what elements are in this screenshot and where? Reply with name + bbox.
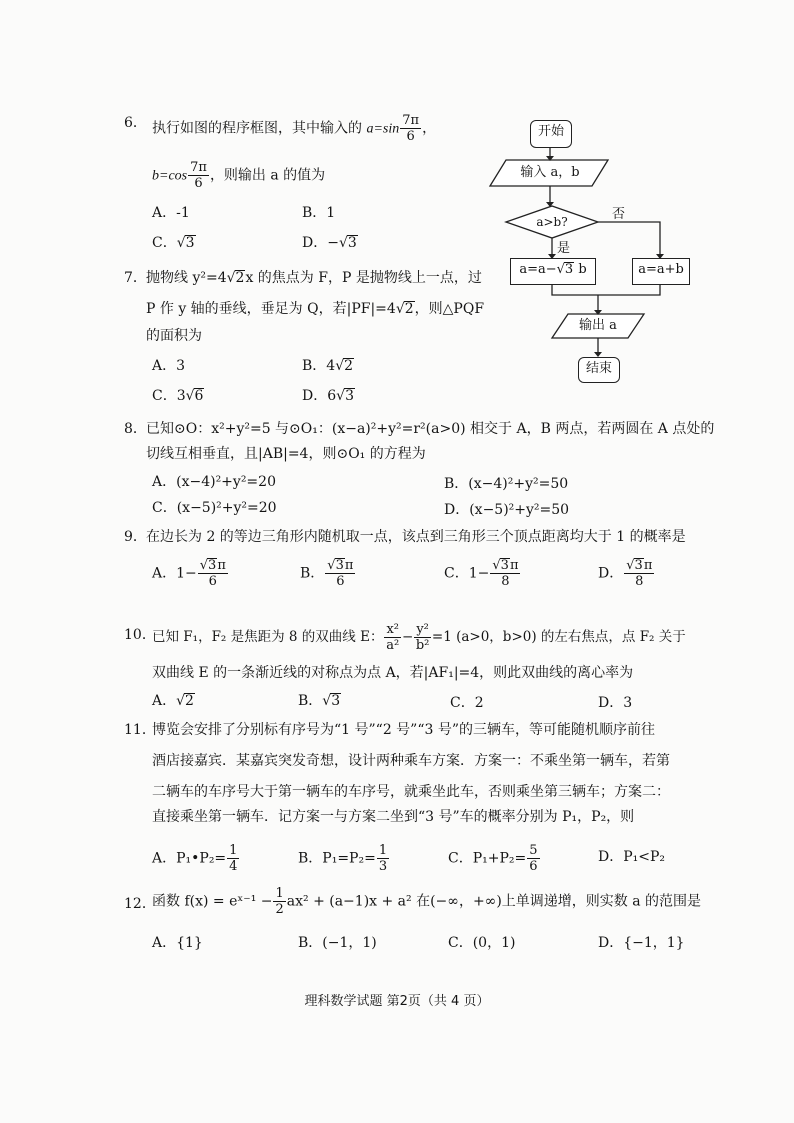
- q6-option-d: D．−√3: [302, 235, 357, 251]
- q10-x-num: x²: [386, 622, 400, 637]
- q7-option-d-label: D．6: [302, 388, 337, 404]
- q9-option-b-rad: 3: [335, 558, 344, 573]
- q12-number: 12．: [124, 896, 156, 912]
- q12-option-d: D．{−1，1}: [598, 935, 685, 951]
- fc-yes-box-a: a=a−: [519, 262, 557, 277]
- q6-option-b: B．1: [302, 205, 336, 221]
- q9-option-b-label: B．: [300, 565, 325, 582]
- q10-option-a-label: A．: [152, 693, 177, 709]
- q7-line2: P 作 y 轴的垂线，垂足为 Q，若|PF|=4√2，则△PQF: [146, 301, 485, 317]
- q10-x-den: a²: [386, 638, 400, 653]
- q11-option-a-num: 1: [229, 843, 238, 858]
- fc-yes-box: [510, 258, 596, 285]
- q11-option-c-den: 6: [529, 859, 538, 874]
- fc-output-label: 输出 a: [579, 318, 617, 333]
- q12-option-b: B．(−1，1): [298, 935, 377, 951]
- q6-line1-text: 执行如图的程序框图，其中输入的: [152, 120, 362, 137]
- q11-option-c-num: 5: [529, 843, 538, 858]
- q9-option-d-den: 8: [635, 574, 644, 589]
- q9-line1: 在边长为 2 的等边三角形内随机取一点，该点到三角形三个顶点距离均大于 1 的概率是: [146, 529, 686, 545]
- fc-start: [530, 120, 572, 148]
- fc-no-label: 否: [612, 207, 626, 222]
- q12-half-num: 1: [275, 886, 284, 901]
- q10-option-c: C．2: [450, 695, 484, 711]
- q7-line2-a: P 作 y 轴的垂线，垂足为 Q，若|PF|=4: [146, 301, 396, 317]
- fc-arrow-no: [598, 222, 660, 258]
- q6-option-c: C．√3: [152, 235, 195, 251]
- q6-comma: ，: [422, 120, 437, 137]
- q7-option-b-rad: 2: [344, 358, 354, 374]
- q6-number: 6．: [124, 115, 147, 131]
- q7-line3: 的面积为: [146, 328, 202, 344]
- q9-option-a-label: A．1−: [152, 565, 197, 582]
- q11-option-a-label: A．P₁•P₂=: [152, 850, 227, 867]
- q6-a-eq: a=sin: [366, 121, 400, 137]
- q6-frac2-den: 6: [194, 176, 203, 191]
- q11-option-b-num: 1: [378, 843, 388, 858]
- q7-line2-b: ，则△PQF: [414, 301, 485, 317]
- q9-option-d-rad: 3: [634, 558, 643, 573]
- q9-option-a-num: √3π: [199, 558, 226, 573]
- q10-option-d: D．3: [598, 695, 633, 711]
- q7-option-b-label: B．4: [302, 358, 336, 374]
- fc-no-box-label: a=a+b: [638, 262, 684, 277]
- fc-yes-box-rad: 3: [564, 262, 574, 277]
- q10-minus: −: [402, 629, 414, 645]
- fc-yes-box-label: a=a−√3 b: [519, 262, 587, 277]
- q9-option-a-pi: π: [217, 558, 226, 573]
- q12-line1-b: ax² + (a−1)x + a² 在(−∞，+∞)上单调递增，则实数 a 的范围是: [286, 893, 702, 910]
- q7-line1-rad: 2: [235, 270, 245, 286]
- q9-option-b-pi: π: [344, 558, 354, 573]
- q11-line2: 酒店接嘉宾．某嘉宾突发奇想，设计两种乘车方案．方案一：不乘坐第一辆车，若第: [152, 753, 670, 769]
- q10-option-b-rad: 3: [331, 693, 341, 709]
- q7-line1-b: x 的焦点为 F，P 是抛物线上一点，过: [245, 270, 482, 286]
- q11-line4: 直接乘坐第一辆车．记方案一与方案二坐到“3 号”车的概率分别为 P₁，P₂，则: [152, 809, 635, 825]
- q8-option-b: B．(x−4)²+y²=50: [444, 476, 569, 492]
- q7-option-c-rad: 6: [194, 388, 204, 404]
- q10-option-b-label: B．: [298, 693, 323, 709]
- q6-option-c-label: C．: [152, 235, 177, 251]
- q7-line1: 抛物线 y²=4√2x 的焦点为 F，P 是抛物线上一点，过: [146, 270, 482, 286]
- q9-option-c-pi: π: [509, 558, 519, 573]
- q9-option-c-num: √3π: [492, 558, 519, 573]
- q9-option-a-den: 6: [208, 574, 217, 589]
- q8-line1: 已知⊙O：x²+y²=5 与⊙O₁：(x−a)²+y²=r²(a>0) 相交于 A，B 两点，若两圆在 A 点处的: [146, 421, 715, 437]
- q7-option-a: A．3: [152, 358, 186, 374]
- q6-option-d-label: D．−: [302, 235, 339, 251]
- fc-end-label: 结束: [585, 361, 612, 376]
- q8-line2: 切线互相垂直，且|AB|=4，则⊙O₁ 的方程为: [146, 446, 426, 462]
- page-footer: 理科数学试题 第2页（共 4 页）: [304, 994, 490, 1009]
- q12-option-c: C．(0，1): [448, 935, 516, 951]
- fc-start-label: 开始: [537, 124, 564, 139]
- q11-number: 11．: [124, 722, 156, 738]
- q7-number: 7．: [124, 270, 147, 286]
- q10-option-a-rad: 2: [185, 693, 194, 709]
- q6-line2-suffix: ，则输出 a 的值为: [209, 167, 326, 184]
- q11-option-d: D．P₁<P₂: [598, 849, 666, 865]
- fc-no-box: [632, 258, 690, 285]
- q10-number: 10．: [124, 627, 156, 643]
- q7-line1-a: 抛物线 y²=4: [146, 270, 227, 286]
- q6-option-a: A．-1: [152, 205, 190, 221]
- q9-option-d-pi: π: [643, 558, 653, 573]
- q10-y-den: b²: [415, 638, 430, 653]
- fc-yes-label: 是: [557, 241, 571, 256]
- q7-option-b: B．4√2: [302, 358, 354, 374]
- q9-option-d-num: √3π: [626, 558, 653, 573]
- q6-frac2-num: 7π: [190, 160, 207, 175]
- q8-option-a: A．(x−4)²+y²=20: [152, 474, 276, 490]
- q8-option-d: D．(x−5)²+y²=50: [444, 502, 570, 518]
- fc-merge: [552, 284, 660, 295]
- q9-option-c-rad: 3: [500, 558, 509, 573]
- q9-option-b-num: √3π: [327, 558, 354, 573]
- q10-line1-a: 已知 F₁，F₂ 是焦距为 8 的双曲线 E：: [152, 629, 384, 645]
- q11-option-b-label: B．P₁=P₂=: [298, 850, 376, 867]
- q11-option-b-den: 3: [378, 859, 388, 874]
- q7-option-d-rad: 3: [345, 388, 354, 404]
- q7-option-c: C．3√6: [152, 388, 204, 404]
- q8-option-c: C．(x−5)²+y²=20: [152, 500, 277, 516]
- q9-option-d-label: D．: [598, 565, 624, 582]
- q10-option-b: B．√3: [298, 693, 341, 709]
- q11-line1: 博览会安排了分别标有序号为“1 号”“2 号”“3 号”的三辆车，等可能随机顺序前往: [152, 722, 656, 738]
- q12-half-den: 2: [275, 902, 284, 917]
- q6-option-c-rad: 3: [185, 235, 195, 251]
- q9-option-c-label: C．1−: [444, 565, 490, 582]
- q6-frac1-num: 7π: [402, 113, 420, 128]
- q9-number: 9．: [124, 529, 147, 545]
- q6-b-eq: b=cos: [152, 168, 188, 184]
- q11-line3: 二辆车的车序号大于第一辆车的车序号，就乘坐此车，否则乘坐第三辆车；方案二：: [152, 784, 670, 800]
- q10-option-a: A．√2: [152, 693, 194, 709]
- q9-option-c-den: 8: [501, 574, 510, 589]
- q7-option-c-label: C．3: [152, 388, 186, 404]
- q10-line2: 双曲线 E 的一条渐近线的对称点为点 A，若|AF₁|=4，则此双曲线的离心率为: [152, 665, 634, 681]
- fc-yes-box-b: b: [574, 262, 587, 277]
- q8-number: 8．: [124, 421, 147, 437]
- q6-option-d-rad: 3: [347, 235, 357, 251]
- q11-option-c-label: C．P₁+P₂=: [448, 850, 527, 867]
- q6-frac1-den: 6: [406, 129, 415, 144]
- q12-line1-a: 函数 f(x) = eˣ⁻¹ −: [152, 893, 273, 910]
- fc-condition-label: a>b?: [536, 215, 568, 229]
- fc-end: [578, 357, 620, 383]
- fc-input-label: 输入 a，b: [520, 165, 580, 180]
- q9-option-b-den: 6: [336, 574, 345, 589]
- q7-line2-rad: 2: [404, 301, 414, 317]
- q12-option-a: A．{1}: [152, 935, 203, 951]
- q7-option-d: D．6√3: [302, 388, 354, 404]
- q10-line1-b: =1 (a>0，b>0) 的左右焦点，点 F₂ 关于: [431, 629, 686, 645]
- q11-option-a-den: 4: [229, 859, 238, 874]
- q9-option-a-rad: 3: [208, 558, 217, 573]
- q10-y-num: y²: [416, 622, 429, 637]
